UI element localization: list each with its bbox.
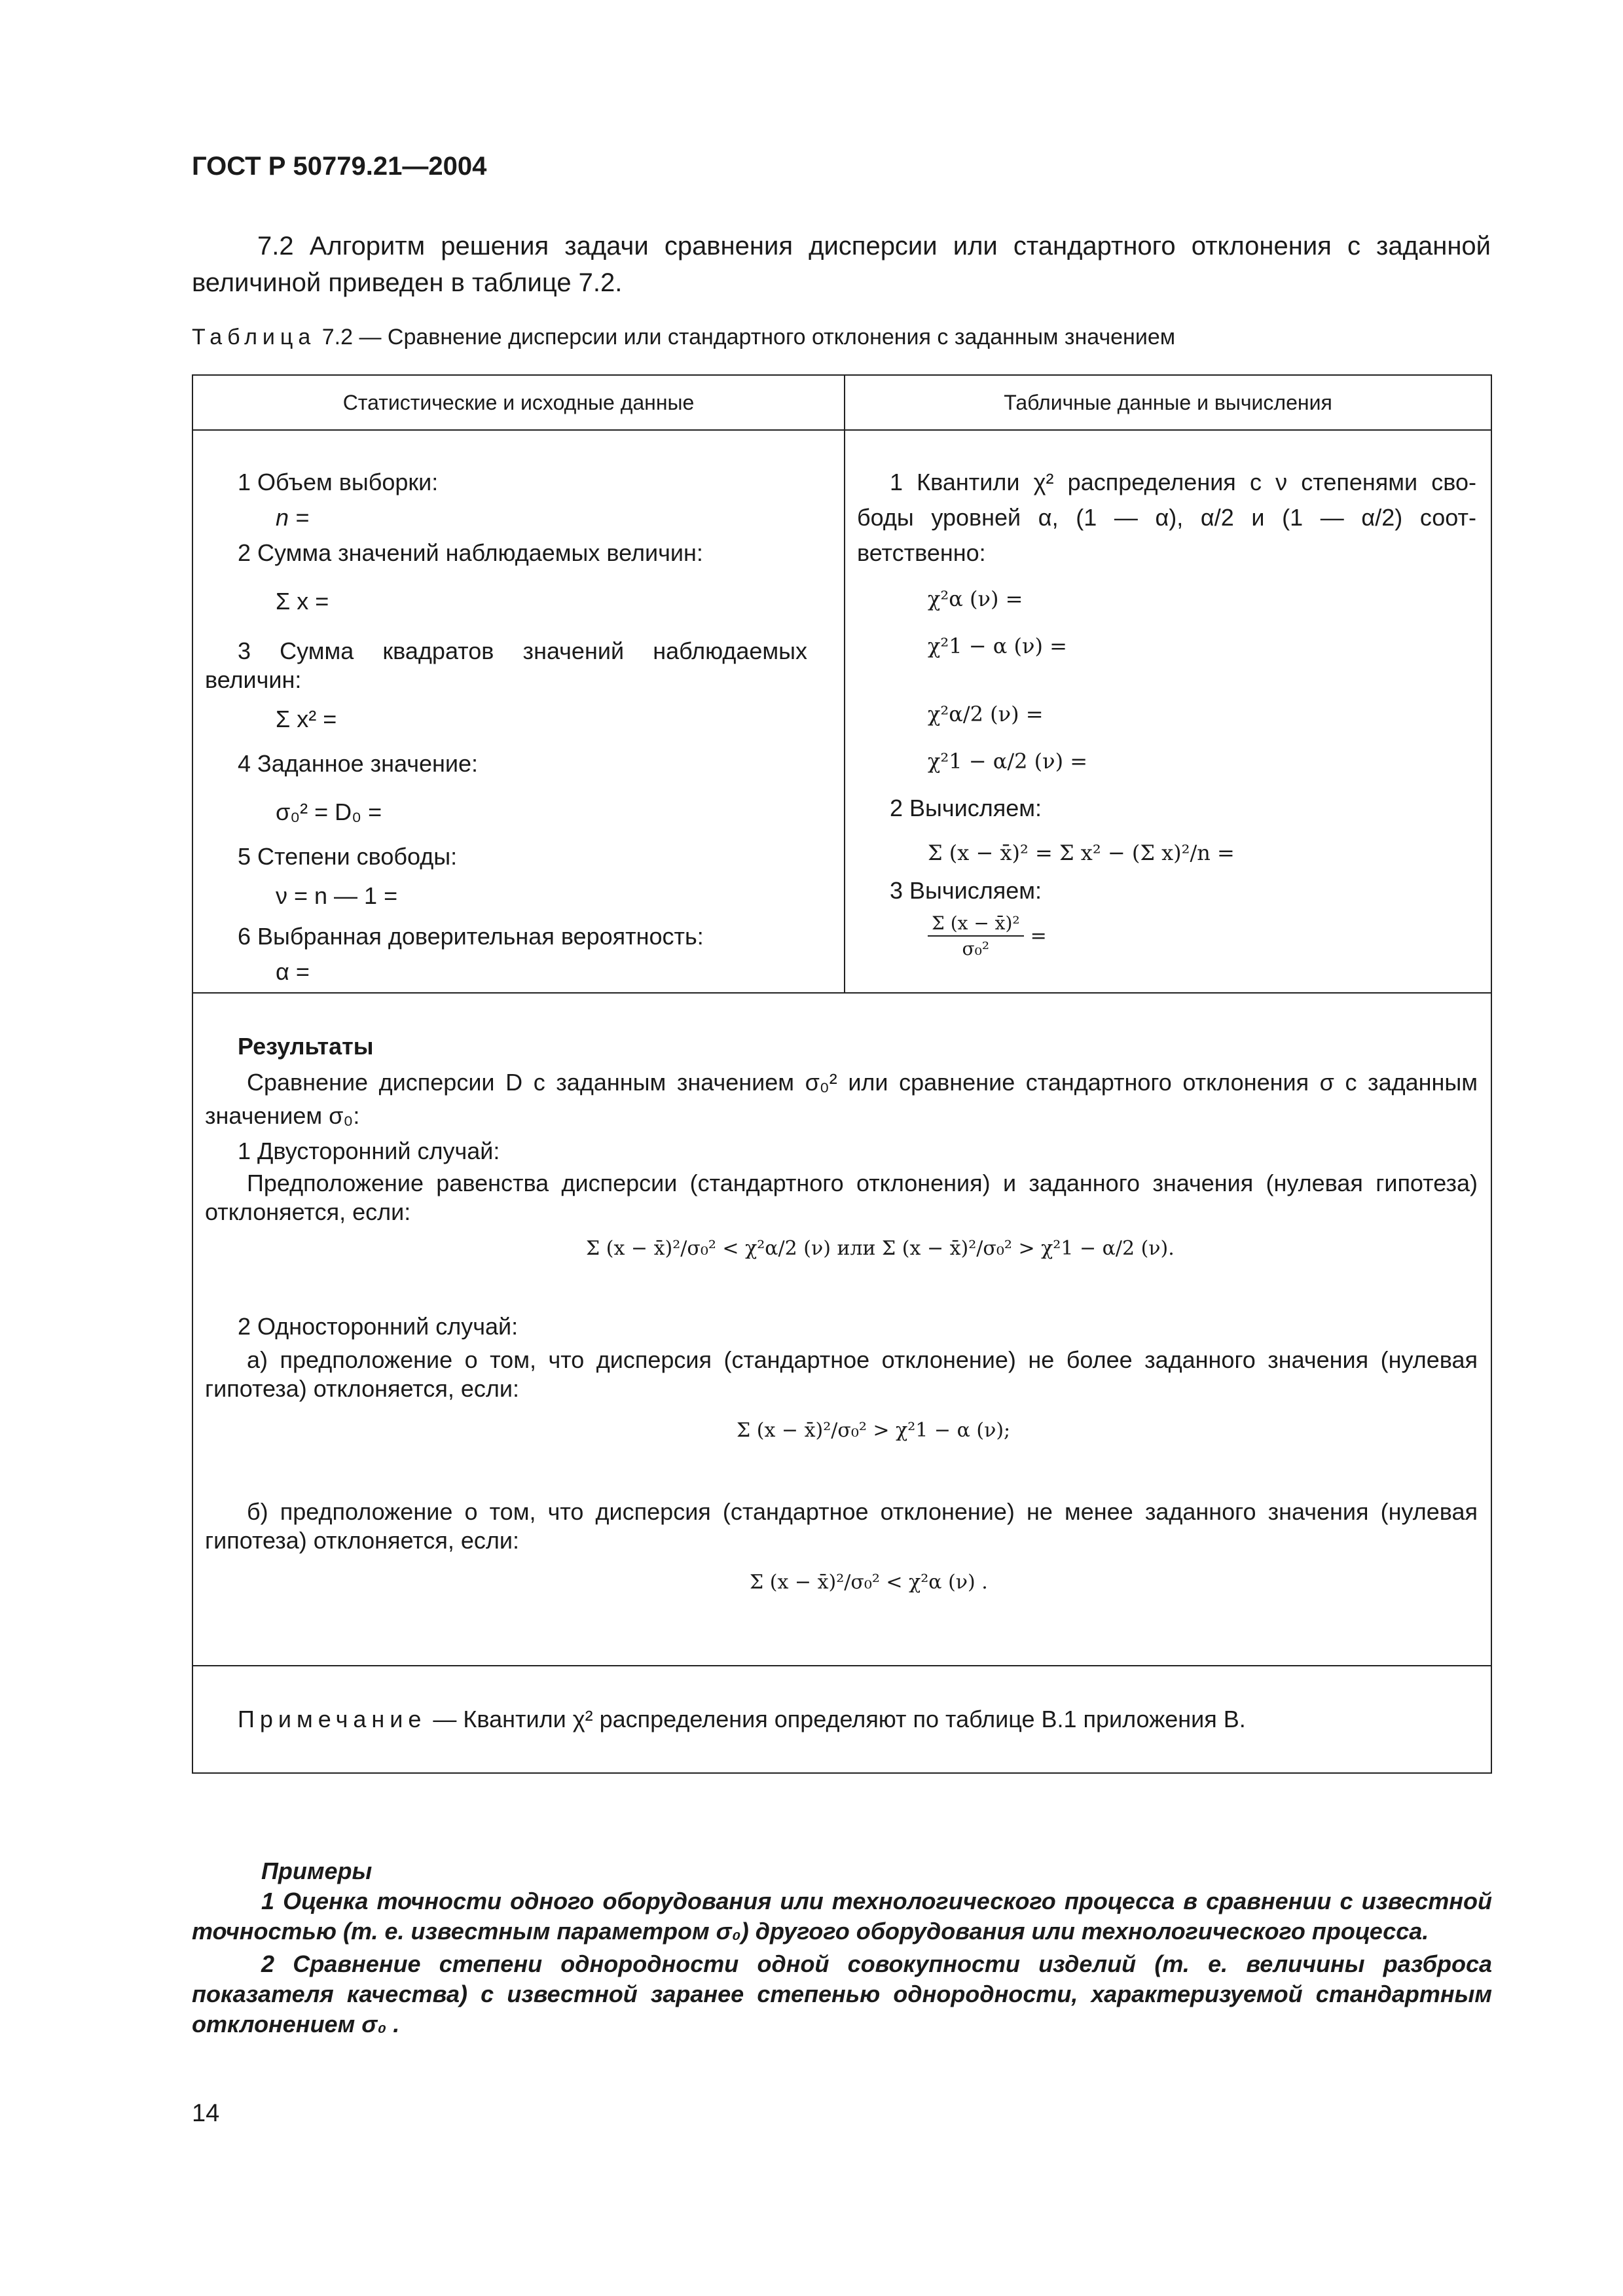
- quantile-one-minus-alpha: χ²1 − α (ν) =: [928, 634, 1067, 658]
- left-item-3-value: Σ x² =: [276, 706, 337, 732]
- note-cell: [192, 1666, 1491, 1773]
- comparison-table: [192, 374, 1492, 1774]
- left-item-2: 2 Сумма значений наблюдаемых величин:: [238, 539, 703, 566]
- examples-title: Примеры: [261, 1857, 373, 1884]
- table-caption: [192, 325, 1175, 350]
- left-item-6-value: α =: [276, 958, 310, 985]
- right-item-1-cont: боды уровней α, (1 — α), α/2 и (1 — α/2) соот-: [857, 504, 1476, 531]
- note-row: [192, 1666, 1491, 1773]
- left-item-1: 1 Объем выборки:: [238, 469, 439, 495]
- right-item-1-end: ветственно:: [857, 539, 986, 566]
- table-main-row: [192, 430, 1491, 993]
- one-sided-a-formula: Σ (x − x̄)²/σ₀² > χ²1 − α (ν);: [737, 1419, 1011, 1442]
- right-item-1: 1 Квантили χ² распределения с ν степенями сво-: [890, 469, 1476, 495]
- table-caption-prefix: Таблица: [192, 325, 316, 350]
- results-title: Результаты: [238, 1033, 374, 1060]
- one-sided-a-text: а) предположение о том, что дисперсия (стандартное отклонение) не более заданного значения (нулевая гипотеза) отклоняется, если:: [205, 1346, 1478, 1402]
- results-row: [192, 993, 1491, 1666]
- one-sided-case: 2 Односторонний случай:: [238, 1313, 519, 1340]
- example-2: 2 Сравнение степени однородности одной совокупности изделий (т. е. величины разброса показателя качества) с известной заранее степенью однородности, характеризуемой стандартным отклонением σ₀ .: [192, 1950, 1492, 2037]
- quantile-alpha-half: χ²α/2 (ν) =: [928, 702, 1044, 726]
- left-item-6: 6 Выбранная доверительная вероятность:: [238, 923, 704, 950]
- intro-line-2: величиной приведен в таблице 7.2.: [192, 268, 623, 297]
- ratio-denominator: σ₀²: [962, 938, 990, 960]
- note-prefix: Примечание: [238, 1706, 427, 1732]
- example-1: 1 Оценка точности одного оборудования или технологического процесса в сравнении с известной точностью (т. е. известным параметром σ₀) другого оборудования или технологического процесса.: [192, 1888, 1492, 1945]
- left-item-1-value: n =: [276, 504, 310, 531]
- table-caption-text: 7.2 — Сравнение дисперсии или стандартного отклонения с заданным значением: [316, 325, 1176, 350]
- quantile-one-minus-alpha-half: χ²1 − α/2 (ν) =: [928, 749, 1088, 774]
- one-sided-b-text: б) предположение о том, что дисперсия (стандартное отклонение) не менее заданного значения (нулевая гипотеза) отклоняется, если:: [205, 1498, 1478, 1554]
- intro-line-1: 7.2 Алгоритм решения задачи сравнения дисперсии или стандартного отклонения с заданной: [257, 232, 1491, 260]
- left-item-3: 3 Сумма квадратов значений наблюдаемых: [238, 637, 807, 664]
- ratio-numerator: Σ (x − x̄)²: [928, 912, 1024, 937]
- two-sided-case: 1 Двусторонний случай:: [238, 1138, 500, 1164]
- one-sided-b-formula: Σ (x − x̄)²/σ₀² < χ²α (ν) .: [750, 1571, 988, 1594]
- left-item-5-value: ν = n — 1 =: [276, 882, 398, 909]
- examples-block: [192, 1856, 1492, 2039]
- left-cell: [192, 430, 845, 993]
- note-text: — Квантили χ² распределения определяют по таблице В.1 приложения В.: [426, 1706, 1246, 1732]
- intro-paragraph: [192, 228, 1491, 301]
- left-item-4: 4 Заданное значение:: [238, 750, 479, 777]
- results-cell: [192, 993, 1491, 1666]
- left-item-3-cont: величин:: [205, 666, 302, 693]
- col1-header: Статистические и исходные данные: [192, 375, 845, 430]
- right-item-2: 2 Вычисляем:: [890, 795, 1042, 821]
- two-sided-formula: Σ (x − x̄)²/σ₀² < χ²α/2 (ν) или Σ (x − x̄)²/σ₀² > χ²1 − α/2 (ν).: [586, 1237, 1175, 1260]
- col2-header: Табличные данные и вычисления: [845, 375, 1491, 430]
- results-paragraph-1: Сравнение дисперсии D с заданным значением σ₀² или сравнение стандартного отклонения σ с заданным: [247, 1069, 1478, 1096]
- ratio-formula: [928, 912, 1047, 960]
- document-code: ГОСТ Р 50779.21—2004: [192, 152, 487, 181]
- table-header-row: [192, 375, 1491, 430]
- left-item-5: 5 Степени свободы:: [238, 843, 458, 870]
- sum-squares-formula: Σ (x − x̄)² = Σ x² − (Σ x)²/n =: [928, 840, 1235, 865]
- page-number: 14: [192, 2100, 220, 2127]
- ratio-equals: =: [1030, 924, 1047, 948]
- right-item-3: 3 Вычисляем:: [890, 877, 1042, 904]
- left-item-4-value: σ₀² = D₀ =: [276, 798, 382, 825]
- quantile-alpha: χ²α (ν) =: [928, 586, 1023, 611]
- two-sided-text: Предположение равенства дисперсии (стандартного отклонения) и заданного значения (нулевая гипотеза) отклоняется, если:: [205, 1170, 1478, 1225]
- left-item-2-value: Σ x =: [276, 588, 329, 615]
- right-cell: [845, 430, 1491, 993]
- results-paragraph-1-end: значением σ₀:: [205, 1102, 360, 1129]
